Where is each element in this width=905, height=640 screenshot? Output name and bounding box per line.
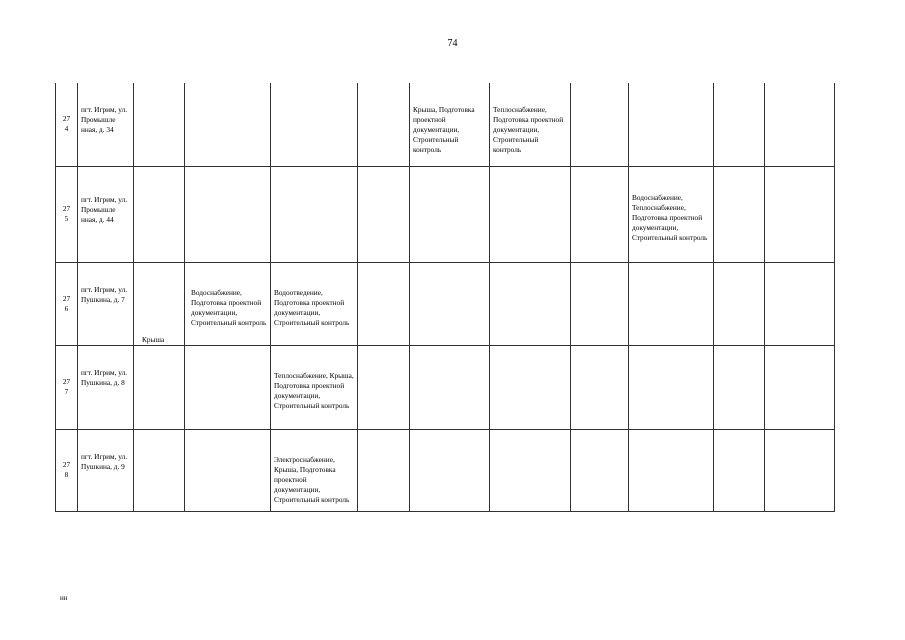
- work-cell: [571, 262, 629, 345]
- work-cell: [185, 166, 271, 262]
- work-cell: [271, 83, 358, 166]
- work-cell: [185, 429, 271, 511]
- work-cell: [490, 166, 571, 262]
- work-cell: [765, 262, 835, 345]
- work-cell: [571, 83, 629, 166]
- footer-mark: нн: [60, 594, 68, 602]
- work-cell: [271, 166, 358, 262]
- work-cell: [134, 83, 185, 166]
- table-row: [56, 262, 835, 345]
- work-cell: [629, 345, 714, 429]
- work-cell: [714, 166, 765, 262]
- work-cell: [134, 345, 185, 429]
- page-number: 74: [447, 38, 458, 49]
- work-cell: [358, 83, 410, 166]
- address-cell: пгт. Игрим, ул. Промышле нная, д. 44: [78, 166, 134, 262]
- work-cell: [714, 262, 765, 345]
- work-cell: [765, 83, 835, 166]
- repair-schedule-table: [55, 83, 835, 512]
- work-cell: [571, 166, 629, 262]
- work-cell: [358, 166, 410, 262]
- work-cell: [490, 262, 571, 345]
- table-row: [56, 166, 835, 262]
- work-cell: [134, 166, 185, 262]
- work-cell: [490, 429, 571, 511]
- work-cell: [765, 166, 835, 262]
- work-cell: [410, 345, 490, 429]
- work-cell: Теплоснабжение, Крыша, Подготовка проектной документации, Строительный контроль: [271, 345, 358, 429]
- work-cell: [490, 345, 571, 429]
- table-row: [56, 83, 835, 166]
- table-row: [56, 429, 835, 511]
- table-row: [56, 345, 835, 429]
- work-cell: Электроснабжение, Крыша, Подготовка проектной документации, Строительный контроль: [271, 429, 358, 511]
- work-cell: [765, 429, 835, 511]
- work-cell: [714, 429, 765, 511]
- work-cell: [629, 262, 714, 345]
- work-cell: Крыша: [134, 262, 185, 345]
- row-number: 27 8: [56, 429, 78, 511]
- work-cell: [571, 345, 629, 429]
- address-cell: пгт. Игрим, ул. Пушкина, д. 9: [78, 429, 134, 511]
- work-cell: [571, 429, 629, 511]
- work-cell: [629, 83, 714, 166]
- work-cell: [714, 83, 765, 166]
- row-number: 27 7: [56, 345, 78, 429]
- work-cell: [410, 429, 490, 511]
- work-cell: [765, 345, 835, 429]
- work-cell: [410, 262, 490, 345]
- work-cell: [185, 83, 271, 166]
- work-cell: Водоотведение, Подготовка проектной документации, Строительный контроль: [271, 262, 358, 345]
- work-cell: [629, 429, 714, 511]
- work-cell: [358, 429, 410, 511]
- address-cell: пгт. Игрим, ул. Пушкина, д. 7: [78, 262, 134, 345]
- row-number: 27 6: [56, 262, 78, 345]
- work-cell: Водоснабжение, Подготовка проектной документации, Строительный контроль: [185, 262, 271, 345]
- work-cell: [358, 262, 410, 345]
- work-cell: [358, 345, 410, 429]
- work-cell: [714, 345, 765, 429]
- work-cell: [185, 345, 271, 429]
- work-cell: [134, 429, 185, 511]
- work-cell: Крыша, Подготовка проектной документации, Строительный контроль: [410, 83, 490, 166]
- work-cell: Теплоснабжение, Подготовка проектной документации, Строительный контроль: [490, 83, 571, 166]
- work-cell: Водоснабжение, Теплоснабжение, Подготовка проектной документации, Строительный контроль: [629, 166, 714, 262]
- row-number: 27 5: [56, 166, 78, 262]
- work-cell: [410, 166, 490, 262]
- address-cell: пгт. Игрим, ул. Промышле нная, д. 34: [78, 83, 134, 166]
- row-number: 27 4: [56, 83, 78, 166]
- address-cell: пгт. Игрим, ул. Пушкина, д. 8: [78, 345, 134, 429]
